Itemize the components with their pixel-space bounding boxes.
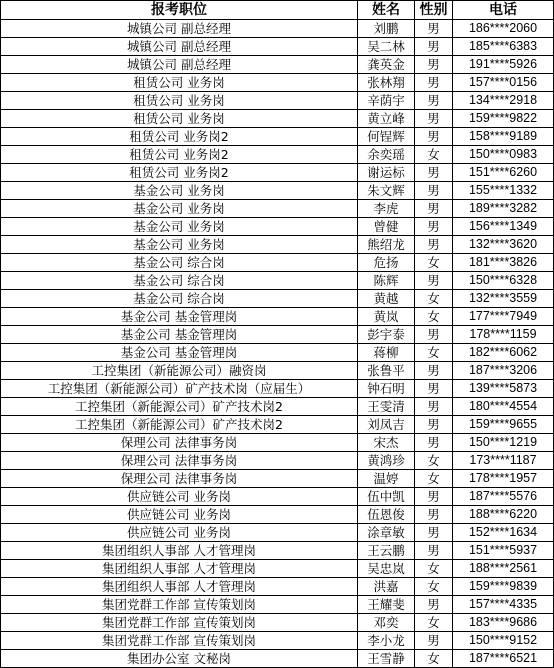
gender-cell: 女 [415, 308, 453, 326]
name-cell: 谢运标 [358, 164, 415, 182]
phone-cell: 152****1634 [453, 524, 554, 542]
position-cell: 基金公司 基金管理岗 [1, 344, 358, 362]
table-row [1, 542, 554, 560]
phone-cell: 134****2918 [453, 92, 554, 110]
gender-cell: 男 [415, 272, 453, 290]
header-gender: 性别 [415, 1, 453, 20]
phone-cell: 178****1159 [453, 326, 554, 344]
gender-cell: 男 [415, 596, 453, 614]
table-row [1, 74, 554, 92]
table-row [1, 344, 554, 362]
name-cell: 王耀斐 [358, 596, 415, 614]
table-row [1, 380, 554, 398]
name-cell: 涂章敏 [358, 524, 415, 542]
table-body [1, 20, 554, 668]
position-cell: 保理公司 法律事务岗 [1, 434, 358, 452]
gender-cell: 女 [415, 146, 453, 164]
name-cell: 危扬 [358, 254, 415, 272]
table-row [1, 128, 554, 146]
table-row [1, 434, 554, 452]
gender-cell: 女 [415, 614, 453, 632]
table-row [1, 56, 554, 74]
gender-cell: 女 [415, 560, 453, 578]
position-cell: 基金公司 综合岗 [1, 272, 358, 290]
name-cell: 吴忠岚 [358, 560, 415, 578]
name-cell: 蒋柳 [358, 344, 415, 362]
name-cell: 伍中凯 [358, 488, 415, 506]
phone-cell: 187****3206 [453, 362, 554, 380]
gender-cell: 男 [415, 488, 453, 506]
position-cell: 租赁公司 业务岗 [1, 74, 358, 92]
gender-cell: 男 [415, 524, 453, 542]
name-cell: 伍恩俊 [358, 506, 415, 524]
gender-cell: 男 [415, 416, 453, 434]
phone-cell: 187****5576 [453, 488, 554, 506]
phone-cell: 157****4335 [453, 596, 554, 614]
position-cell: 工控集团（新能源公司）矿产技术岗2 [1, 398, 358, 416]
name-cell: 吴二林 [358, 38, 415, 56]
gender-cell: 男 [415, 326, 453, 344]
gender-cell: 男 [415, 20, 453, 38]
table-row [1, 92, 554, 110]
table-row [1, 452, 554, 470]
table-row [1, 182, 554, 200]
name-cell: 彭宇泰 [358, 326, 415, 344]
position-cell: 城镇公司 副总经理 [1, 56, 358, 74]
name-cell: 张鲁平 [358, 362, 415, 380]
header-row [1, 1, 554, 20]
table-row [1, 218, 554, 236]
phone-cell: 180****4554 [453, 398, 554, 416]
name-cell: 余奕瑶 [358, 146, 415, 164]
position-cell: 集团组织人事部 人才管理岗 [1, 578, 358, 596]
gender-cell: 男 [415, 218, 453, 236]
phone-cell: 189****3282 [453, 200, 554, 218]
gender-cell: 女 [415, 470, 453, 488]
position-cell: 基金公司 业务岗 [1, 182, 358, 200]
name-cell: 辛荫宇 [358, 92, 415, 110]
position-cell: 租赁公司 业务岗 [1, 92, 358, 110]
header-position: 报考职位 [1, 1, 358, 20]
table-row [1, 596, 554, 614]
name-cell: 陈辉 [358, 272, 415, 290]
phone-cell: 150****6328 [453, 272, 554, 290]
phone-cell: 187****6521 [453, 650, 554, 668]
name-cell: 何锃辉 [358, 128, 415, 146]
name-cell: 王云鹏 [358, 542, 415, 560]
table-row [1, 290, 554, 308]
phone-cell: 178****1957 [453, 470, 554, 488]
table-row [1, 272, 554, 290]
phone-cell: 186****2060 [453, 20, 554, 38]
gender-cell: 男 [415, 128, 453, 146]
position-cell: 基金公司 综合岗 [1, 254, 358, 272]
name-cell: 曾健 [358, 218, 415, 236]
table-row [1, 398, 554, 416]
table-row [1, 416, 554, 434]
phone-cell: 181****3826 [453, 254, 554, 272]
gender-cell: 男 [415, 362, 453, 380]
phone-cell: 157****0156 [453, 74, 554, 92]
position-cell: 城镇公司 副总经理 [1, 38, 358, 56]
position-cell: 供应链公司 业务岗 [1, 488, 358, 506]
position-cell: 租赁公司 业务岗2 [1, 146, 358, 164]
gender-cell: 男 [415, 74, 453, 92]
gender-cell: 女 [415, 650, 453, 668]
position-cell: 基金公司 业务岗 [1, 236, 358, 254]
phone-cell: 156****1349 [453, 218, 554, 236]
name-cell: 朱文辉 [358, 182, 415, 200]
name-cell: 钟石明 [358, 380, 415, 398]
name-cell: 李小龙 [358, 632, 415, 650]
table-row [1, 614, 554, 632]
name-cell: 李虎 [358, 200, 415, 218]
name-cell: 王雯清 [358, 398, 415, 416]
position-cell: 工控集团（新能源公司）矿产技术岗2 [1, 416, 358, 434]
gender-cell: 男 [415, 398, 453, 416]
gender-cell: 男 [415, 200, 453, 218]
position-cell: 工控集团（新能源公司）融资岗 [1, 362, 358, 380]
position-cell: 供应链公司 业务岗 [1, 524, 358, 542]
position-cell: 租赁公司 业务岗2 [1, 128, 358, 146]
table-row [1, 236, 554, 254]
table-row [1, 560, 554, 578]
name-cell: 黄岚 [358, 308, 415, 326]
name-cell: 黄立峰 [358, 110, 415, 128]
position-cell: 城镇公司 副总经理 [1, 20, 358, 38]
position-cell: 集团组织人事部 人才管理岗 [1, 542, 358, 560]
gender-cell: 男 [415, 506, 453, 524]
gender-cell: 女 [415, 344, 453, 362]
table-row [1, 506, 554, 524]
position-cell: 保理公司 法律事务岗 [1, 452, 358, 470]
gender-cell: 女 [415, 578, 453, 596]
position-cell: 基金公司 综合岗 [1, 290, 358, 308]
position-cell: 供应链公司 业务岗 [1, 506, 358, 524]
table-row [1, 362, 554, 380]
phone-cell: 150****1219 [453, 434, 554, 452]
position-cell: 集团组织人事部 人才管理岗 [1, 560, 358, 578]
table-row [1, 146, 554, 164]
name-cell: 刘凤吉 [358, 416, 415, 434]
name-cell: 龚英金 [358, 56, 415, 74]
phone-cell: 191****5926 [453, 56, 554, 74]
table-row [1, 632, 554, 650]
header-phone: 电话 [453, 1, 554, 20]
name-cell: 洪嘉 [358, 578, 415, 596]
gender-cell: 男 [415, 92, 453, 110]
phone-cell: 150****9152 [453, 632, 554, 650]
phone-cell: 177****7949 [453, 308, 554, 326]
gender-cell: 男 [415, 110, 453, 128]
name-cell: 宋杰 [358, 434, 415, 452]
gender-cell: 女 [415, 254, 453, 272]
name-cell: 温婷 [358, 470, 415, 488]
table-row [1, 470, 554, 488]
gender-cell: 女 [415, 290, 453, 308]
phone-cell: 188****2561 [453, 560, 554, 578]
name-cell: 熊绍龙 [358, 236, 415, 254]
phone-cell: 173****1187 [453, 452, 554, 470]
gender-cell: 男 [415, 434, 453, 452]
phone-cell: 151****6260 [453, 164, 554, 182]
name-cell: 王雪静 [358, 650, 415, 668]
gender-cell: 男 [415, 632, 453, 650]
phone-cell: 182****6062 [453, 344, 554, 362]
phone-cell: 132****3620 [453, 236, 554, 254]
phone-cell: 159****9839 [453, 578, 554, 596]
table-row [1, 38, 554, 56]
name-cell: 刘鹏 [358, 20, 415, 38]
name-cell: 张林翔 [358, 74, 415, 92]
name-cell: 黄越 [358, 290, 415, 308]
name-cell: 邓奕 [358, 614, 415, 632]
phone-cell: 151****5937 [453, 542, 554, 560]
gender-cell: 男 [415, 56, 453, 74]
position-cell: 基金公司 基金管理岗 [1, 326, 358, 344]
gender-cell: 男 [415, 38, 453, 56]
phone-cell: 139****5873 [453, 380, 554, 398]
gender-cell: 男 [415, 236, 453, 254]
gender-cell: 男 [415, 182, 453, 200]
phone-cell: 150****0983 [453, 146, 554, 164]
table-row [1, 578, 554, 596]
position-cell: 租赁公司 业务岗 [1, 110, 358, 128]
position-cell: 集团党群工作部 宣传策划岗 [1, 596, 358, 614]
phone-cell: 132****3559 [453, 290, 554, 308]
position-cell: 基金公司 业务岗 [1, 218, 358, 236]
table-row [1, 488, 554, 506]
phone-cell: 188****6220 [453, 506, 554, 524]
position-cell: 集团党群工作部 宣传策划岗 [1, 614, 358, 632]
table-row [1, 200, 554, 218]
table-row [1, 326, 554, 344]
phone-cell: 159****9655 [453, 416, 554, 434]
table-row [1, 308, 554, 326]
phone-cell: 159****9822 [453, 110, 554, 128]
table-row [1, 524, 554, 542]
position-cell: 保理公司 法律事务岗 [1, 470, 358, 488]
position-cell: 租赁公司 业务岗2 [1, 164, 358, 182]
position-cell: 工控集团（新能源公司）矿产技术岗（应届生） [1, 380, 358, 398]
phone-cell: 158****9189 [453, 128, 554, 146]
position-cell: 集团党群工作部 宣传策划岗 [1, 632, 358, 650]
table-row [1, 650, 554, 668]
position-cell: 集团办公室 文秘岗 [1, 650, 358, 668]
gender-cell: 男 [415, 542, 453, 560]
name-cell: 黄鸿珍 [358, 452, 415, 470]
gender-cell: 女 [415, 452, 453, 470]
gender-cell: 男 [415, 380, 453, 398]
phone-cell: 185****6383 [453, 38, 554, 56]
table-row [1, 110, 554, 128]
table-row [1, 254, 554, 272]
table-row [1, 20, 554, 38]
phone-cell: 155****1332 [453, 182, 554, 200]
gender-cell: 男 [415, 164, 453, 182]
position-cell: 基金公司 基金管理岗 [1, 308, 358, 326]
header-name: 姓名 [358, 1, 415, 20]
position-cell: 基金公司 业务岗 [1, 200, 358, 218]
phone-cell: 183****9686 [453, 614, 554, 632]
table-row [1, 164, 554, 182]
